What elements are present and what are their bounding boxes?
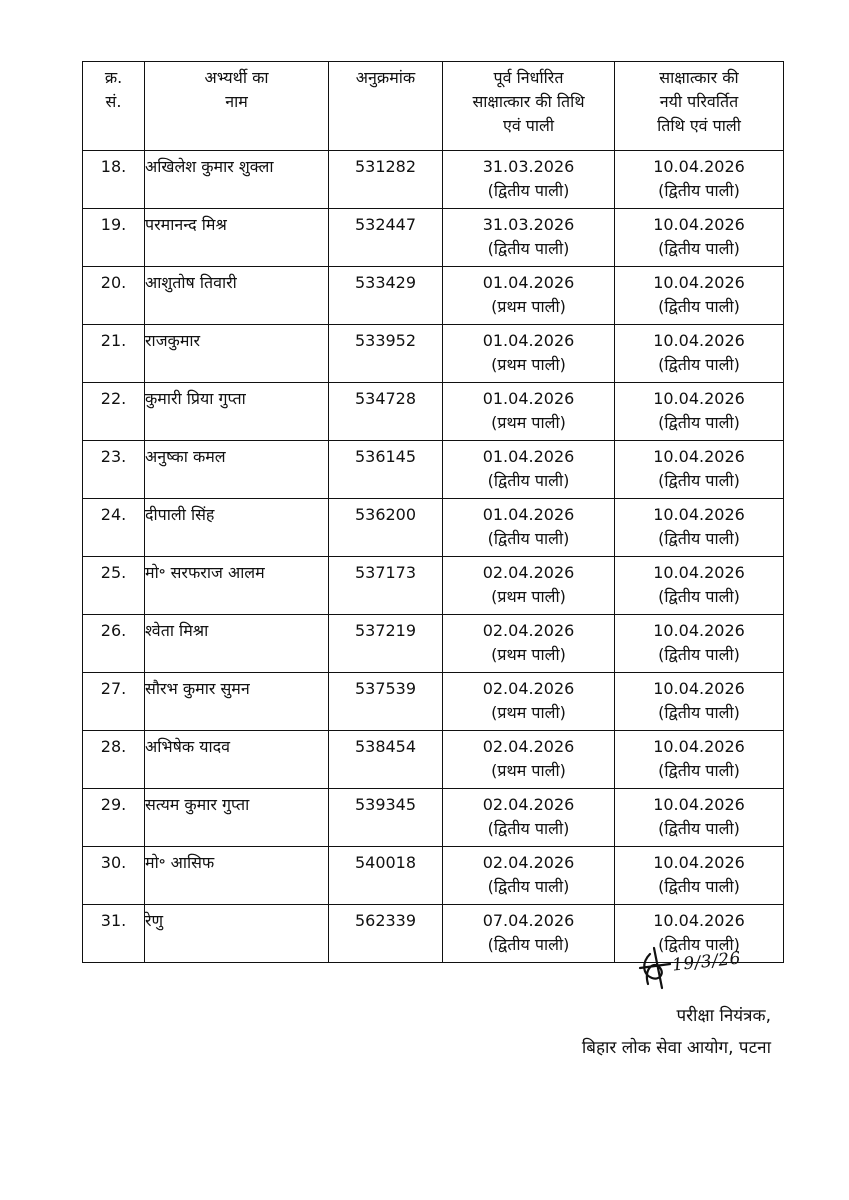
previous-date: 01.04.2026	[482, 505, 575, 524]
previous-shift: (प्रथम पाली)	[491, 297, 566, 316]
roll-number: 536145	[329, 441, 443, 499]
candidate-name: कुमारी प्रिया गुप्ता	[145, 383, 329, 441]
new-date: 10.04.2026	[653, 621, 745, 640]
previous-date: 07.04.2026	[482, 911, 575, 930]
new-schedule	[615, 441, 784, 499]
table-row	[83, 151, 784, 209]
candidate-name: मो॰ आसिफ	[145, 847, 329, 905]
previous-shift: (द्वितीय पाली)	[487, 819, 570, 838]
header-old-line: एवं पाली	[502, 116, 555, 135]
serial-number: 18.	[83, 151, 145, 209]
roll-number: 562339	[329, 905, 443, 963]
candidate-name: परमानन्द मिश्र	[145, 209, 329, 267]
signatory-office: बिहार लोक सेवा आयोग, पटना	[581, 1038, 771, 1058]
serial-number: 22.	[83, 383, 145, 441]
new-schedule	[615, 383, 784, 441]
new-date: 10.04.2026	[653, 505, 745, 524]
signatory-block	[582, 1000, 771, 1064]
serial-number: 24.	[83, 499, 145, 557]
interview-schedule-table	[82, 61, 784, 963]
signature-date: 19/3/26	[671, 948, 742, 976]
serial-number: 26.	[83, 615, 145, 673]
new-shift: (द्वितीय पाली)	[658, 181, 740, 200]
serial-number: 31.	[83, 905, 145, 963]
candidate-name: राजकुमार	[145, 325, 329, 383]
new-schedule	[615, 499, 784, 557]
new-shift: (द्वितीय पाली)	[658, 819, 740, 838]
previous-shift: (द्वितीय पाली)	[487, 181, 570, 200]
new-date: 10.04.2026	[653, 447, 745, 466]
new-shift: (द्वितीय पाली)	[658, 703, 740, 722]
previous-schedule	[443, 615, 615, 673]
previous-schedule	[443, 847, 615, 905]
candidate-name: श्वेता मिश्रा	[145, 615, 329, 673]
candidate-name: मो॰ सरफराज आलम	[145, 557, 329, 615]
new-shift: (द्वितीय पाली)	[658, 935, 740, 954]
new-schedule	[615, 615, 784, 673]
new-shift: (द्वितीय पाली)	[658, 645, 740, 664]
previous-date: 01.04.2026	[482, 331, 575, 350]
table-row	[83, 325, 784, 383]
new-shift: (द्वितीय पाली)	[658, 297, 740, 316]
table-row	[83, 789, 784, 847]
header-new-line: नयी परिवर्तित	[659, 92, 739, 111]
previous-schedule	[443, 267, 615, 325]
new-shift: (द्वितीय पाली)	[658, 761, 740, 780]
header-old-line: साक्षात्कार की तिथि	[472, 92, 585, 111]
table-row	[83, 673, 784, 731]
previous-shift: (प्रथम पाली)	[491, 413, 566, 432]
signatory-designation: परीक्षा नियंत्रक,	[676, 1006, 771, 1026]
table-row	[83, 847, 784, 905]
table-row	[83, 209, 784, 267]
previous-date: 02.04.2026	[482, 621, 575, 640]
previous-date: 02.04.2026	[482, 679, 575, 698]
previous-schedule	[443, 673, 615, 731]
new-schedule	[615, 267, 784, 325]
serial-number: 23.	[83, 441, 145, 499]
candidate-name: सत्यम कुमार गुप्ता	[145, 789, 329, 847]
previous-date: 31.03.2026	[482, 157, 575, 176]
header-new-schedule	[615, 62, 784, 151]
new-date: 10.04.2026	[653, 389, 745, 408]
previous-date: 01.04.2026	[482, 273, 575, 292]
new-schedule	[615, 847, 784, 905]
table-row	[83, 267, 784, 325]
new-schedule	[615, 151, 784, 209]
header-serial-line: क्र.	[104, 68, 123, 87]
new-date: 10.04.2026	[653, 853, 745, 872]
previous-shift: (द्वितीय पाली)	[487, 529, 570, 548]
previous-shift: (द्वितीय पाली)	[487, 239, 570, 258]
new-schedule	[615, 789, 784, 847]
candidate-name: आशुतोष तिवारी	[145, 267, 329, 325]
serial-number: 21.	[83, 325, 145, 383]
table-row	[83, 441, 784, 499]
previous-schedule	[443, 557, 615, 615]
previous-shift: (द्वितीय पाली)	[487, 935, 570, 954]
table-row	[83, 499, 784, 557]
serial-number: 30.	[83, 847, 145, 905]
new-shift: (द्वितीय पाली)	[658, 239, 740, 258]
serial-number: 20.	[83, 267, 145, 325]
header-new-line: साक्षात्कार की	[659, 68, 739, 87]
new-schedule	[615, 673, 784, 731]
previous-date: 02.04.2026	[482, 795, 575, 814]
header-roll-number	[329, 62, 443, 151]
header-roll-line: अनुक्रमांक	[355, 68, 416, 87]
previous-date: 02.04.2026	[482, 853, 575, 872]
previous-schedule	[443, 441, 615, 499]
header-old-line: पूर्व निर्धारित	[493, 68, 564, 87]
serial-number: 19.	[83, 209, 145, 267]
new-date: 10.04.2026	[653, 563, 745, 582]
header-new-line: तिथि एवं पाली	[657, 116, 741, 135]
roll-number: 536200	[329, 499, 443, 557]
serial-number: 29.	[83, 789, 145, 847]
previous-date: 01.04.2026	[482, 389, 575, 408]
roll-number: 538454	[329, 731, 443, 789]
roll-number: 540018	[329, 847, 443, 905]
candidate-name: रेणु	[145, 905, 329, 963]
previous-date: 02.04.2026	[482, 737, 575, 756]
new-schedule	[615, 557, 784, 615]
table-row	[83, 731, 784, 789]
candidate-name: अभिषेक यादव	[145, 731, 329, 789]
previous-schedule	[443, 905, 615, 963]
roll-number: 539345	[329, 789, 443, 847]
table-body	[83, 151, 784, 963]
new-date: 10.04.2026	[653, 795, 745, 814]
serial-number: 28.	[83, 731, 145, 789]
new-shift: (द्वितीय पाली)	[658, 587, 740, 606]
previous-schedule	[443, 789, 615, 847]
roll-number: 537173	[329, 557, 443, 615]
candidate-name: दीपाली सिंह	[145, 499, 329, 557]
new-date: 10.04.2026	[653, 157, 745, 176]
roll-number: 534728	[329, 383, 443, 441]
header-previous-schedule	[443, 62, 615, 151]
header-name-line: अभ्यर्थी का	[204, 68, 269, 87]
roll-number: 532447	[329, 209, 443, 267]
previous-shift: (प्रथम पाली)	[491, 761, 566, 780]
new-schedule	[615, 209, 784, 267]
previous-shift: (प्रथम पाली)	[491, 587, 566, 606]
new-date: 10.04.2026	[653, 679, 745, 698]
table-row	[83, 615, 784, 673]
roll-number: 531282	[329, 151, 443, 209]
new-schedule	[615, 731, 784, 789]
roll-number: 537539	[329, 673, 443, 731]
header-serial-line: सं.	[105, 92, 122, 111]
candidate-name: अखिलेश कुमार शुक्ला	[145, 151, 329, 209]
previous-schedule	[443, 731, 615, 789]
roll-number: 537219	[329, 615, 443, 673]
previous-schedule	[443, 383, 615, 441]
previous-date: 31.03.2026	[482, 215, 575, 234]
new-date: 10.04.2026	[653, 911, 745, 930]
new-date: 10.04.2026	[653, 331, 745, 350]
header-name-line: नाम	[225, 92, 248, 111]
table-row	[83, 557, 784, 615]
new-shift: (द्वितीय पाली)	[658, 413, 740, 432]
roll-number: 533429	[329, 267, 443, 325]
previous-date: 02.04.2026	[482, 563, 575, 582]
previous-shift: (द्वितीय पाली)	[487, 877, 570, 896]
previous-shift: (प्रथम पाली)	[491, 703, 566, 722]
previous-schedule	[443, 151, 615, 209]
previous-schedule	[443, 325, 615, 383]
new-shift: (द्वितीय पाली)	[658, 471, 740, 490]
new-date: 10.04.2026	[653, 273, 745, 292]
roll-number: 533952	[329, 325, 443, 383]
new-shift: (द्वितीय पाली)	[658, 877, 740, 896]
header-candidate-name	[145, 62, 329, 151]
serial-number: 25.	[83, 557, 145, 615]
new-schedule	[615, 325, 784, 383]
previous-shift: (प्रथम पाली)	[491, 355, 566, 374]
previous-shift: (द्वितीय पाली)	[487, 471, 570, 490]
previous-shift: (प्रथम पाली)	[491, 645, 566, 664]
table-row	[83, 383, 784, 441]
new-date: 10.04.2026	[653, 215, 745, 234]
new-date: 10.04.2026	[653, 737, 745, 756]
candidate-name: सौरभ कुमार सुमन	[145, 673, 329, 731]
previous-schedule	[443, 499, 615, 557]
table-header-row	[83, 62, 784, 151]
previous-schedule	[443, 209, 615, 267]
new-shift: (द्वितीय पाली)	[658, 529, 740, 548]
previous-date: 01.04.2026	[482, 447, 575, 466]
serial-number: 27.	[83, 673, 145, 731]
header-serial	[83, 62, 145, 151]
candidate-name: अनुष्का कमल	[145, 441, 329, 499]
new-shift: (द्वितीय पाली)	[658, 355, 740, 374]
